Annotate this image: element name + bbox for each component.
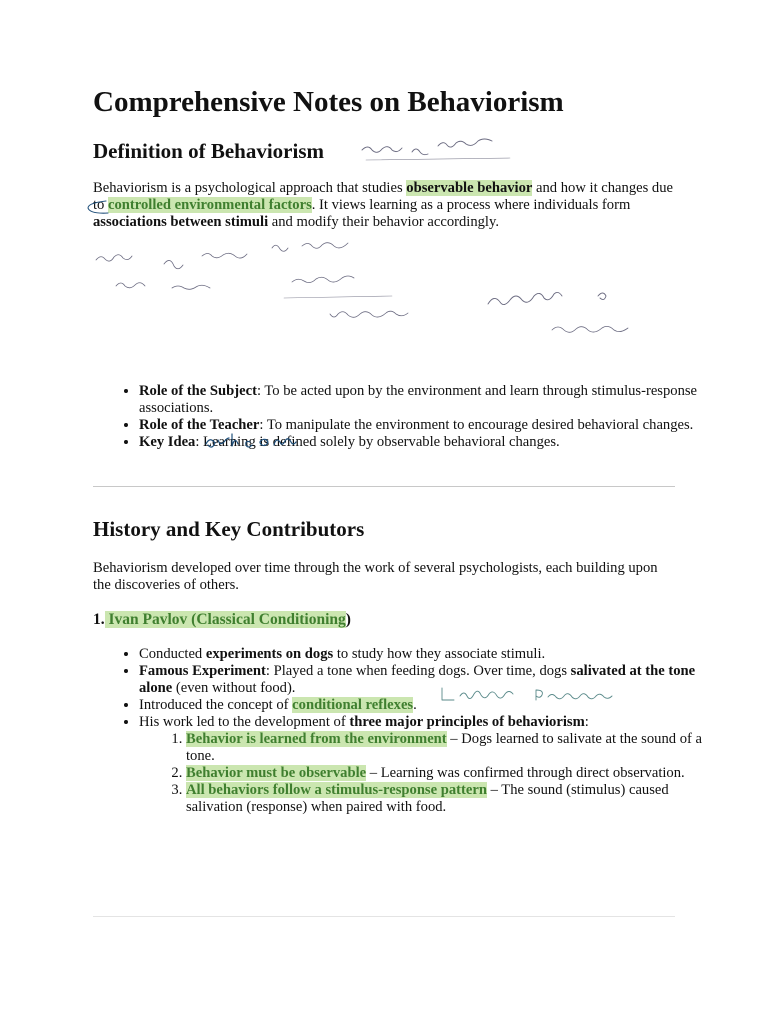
- bullet-text: : To be acted upon by the environment and learn through stimulus-response associations.: [139, 383, 698, 416]
- bullet-text: Conducted: [139, 646, 206, 662]
- definition-paragraph: [93, 180, 675, 231]
- section-divider: [93, 486, 675, 487]
- bullet-bold: Key Idea: [139, 434, 196, 450]
- section-heading-history: History and Key Contributors: [93, 517, 365, 541]
- highlight-observable-behavior: observable behavior: [406, 180, 533, 196]
- bullet-bold: Role of the Teacher: [139, 417, 260, 433]
- pavlov-subheading: [93, 611, 351, 629]
- bold-associations-between-stimuli: associations between stimuli: [93, 214, 269, 230]
- bullet-text: (even without food).: [172, 680, 296, 696]
- principle-highlight: Behavior must be observable: [186, 765, 367, 781]
- principle-text: – The sound (stimulus) caused salivation (response) when paired with food.: [186, 782, 669, 815]
- list-item: [139, 646, 721, 663]
- list-item: [139, 383, 721, 417]
- pavlov-number: 1.: [93, 611, 105, 628]
- pavlov-bullet-list: [93, 646, 721, 816]
- list-item: [186, 782, 721, 816]
- bullet-text: .: [413, 697, 417, 713]
- principle-highlight: All behaviors follow a stimulus-response pattern: [186, 782, 487, 798]
- principle-text: – Learning was confirmed through direct observation.: [366, 765, 685, 781]
- handwritten-learned-response: [438, 684, 638, 706]
- section-divider: [93, 916, 675, 917]
- bullet-text: : Played a tone when feeding dogs. Over time, dogs: [265, 663, 571, 679]
- bullet-bold: Famous Experiment: [139, 663, 266, 679]
- bullet-text: to study how they associate stimuli.: [333, 646, 546, 662]
- handwritten-note-block: [92, 234, 682, 344]
- definition-bullet-list: [93, 383, 721, 451]
- bullet-text: His work led to the development of: [139, 714, 350, 730]
- section-heading-definition: Definition of Behaviorism: [93, 139, 324, 163]
- list-item: [139, 714, 721, 816]
- highlight-controlled-environmental-factors: controlled environmental factors: [108, 197, 312, 213]
- definition-text-3: . It views learning as a process where individuals form: [311, 197, 631, 213]
- bullet-bold: salivated at the tone alone: [139, 663, 696, 696]
- bullet-text: :: [584, 714, 589, 730]
- bullet-bold: three major principles of behaviorism: [349, 714, 585, 730]
- bullet-bold: Role of the Subject: [139, 383, 257, 399]
- handwritten-outcome-note: [202, 430, 312, 452]
- pavlov-name: Ivan Pavlov (Classical Conditioning: [104, 611, 346, 628]
- page-title: Comprehensive Notes on Behaviorism: [93, 86, 564, 118]
- highlight-conditional-reflexes: conditional reflexes: [292, 697, 414, 713]
- principles-list: [139, 731, 721, 816]
- bullet-text: Introduced the concept of: [139, 697, 293, 713]
- pavlov-close: ): [345, 611, 351, 628]
- definition-text-4: and modify their behavior accordingly.: [268, 214, 499, 230]
- bullet-text: : To manipulate the environment to encourage desired behavioral changes.: [259, 417, 694, 433]
- history-intro-paragraph: Behaviorism developed over time through the work of several psychologists, each building upon the discoveries of others.: [93, 560, 658, 593]
- bullet-text: : Learning is defined solely by observable behavioral changes.: [195, 434, 560, 450]
- handwritten-bracket-mark: [84, 198, 144, 218]
- list-item: [186, 731, 721, 765]
- definition-text-1: Behaviorism is a psychological approach that studies: [93, 180, 407, 196]
- bullet-bold: experiments on dogs: [205, 646, 334, 662]
- definition-text-2: and how it changes due to: [93, 180, 674, 213]
- principle-text: – Dogs learned to salivate at the sound of a tone.: [186, 731, 702, 764]
- list-item: [186, 765, 721, 782]
- principle-highlight: Behavior is learned from the environment: [186, 731, 447, 747]
- handwritten-note-heading: [360, 132, 540, 166]
